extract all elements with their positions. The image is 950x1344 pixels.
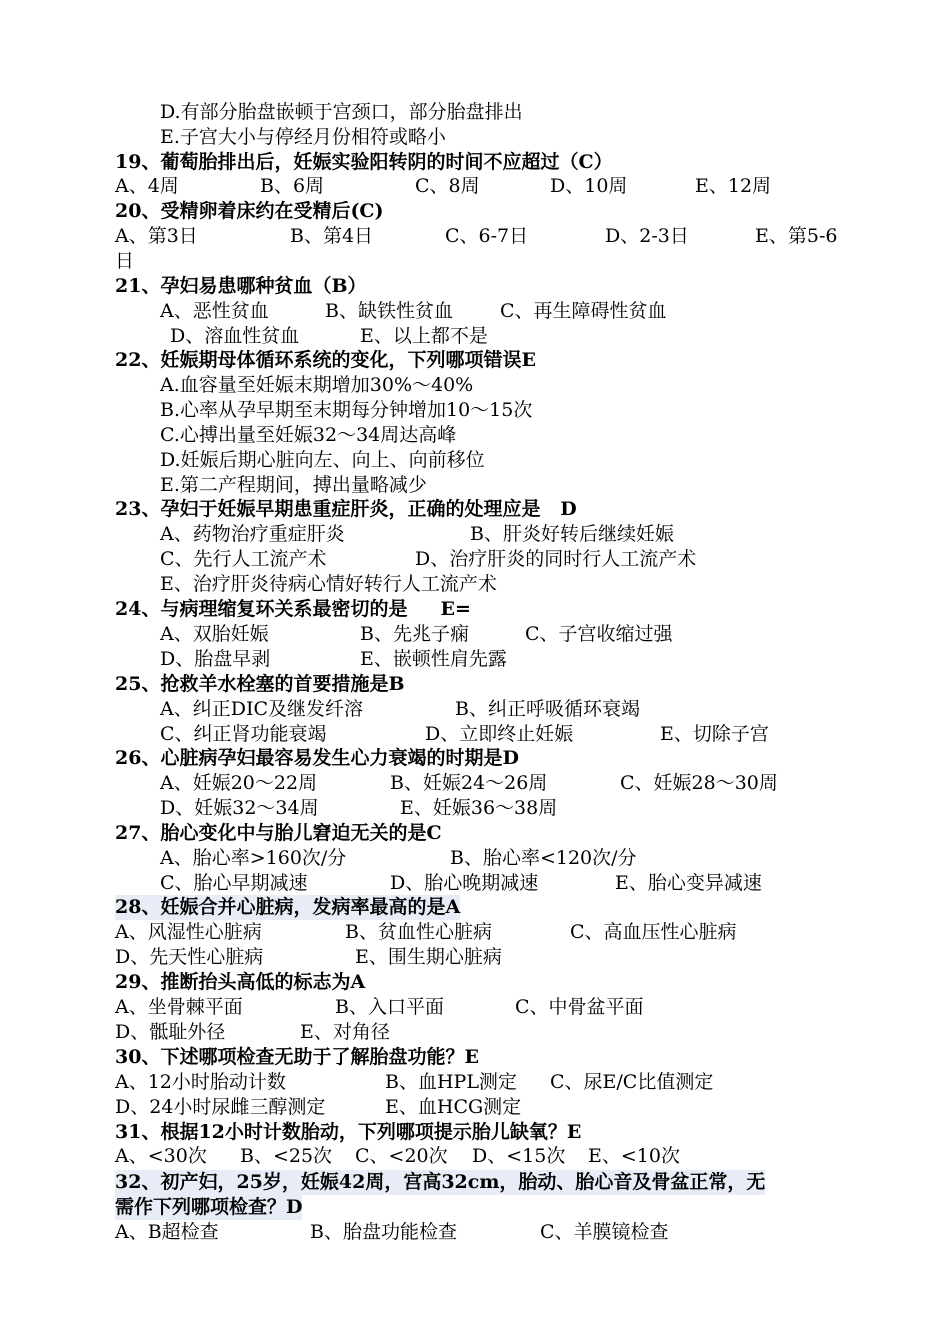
- answer-option: E、12周: [695, 175, 772, 197]
- text-line: E.子宫大小与停经月份相符或略小: [160, 126, 446, 148]
- answer-option: D、立即终止妊娠: [425, 723, 574, 745]
- answer-option: D、<15次: [472, 1145, 566, 1167]
- answer-option: C、尿E/C比值测定: [550, 1071, 714, 1093]
- answer-option: E、嵌顿性肩先露: [360, 648, 507, 670]
- answer-option: B、胎心率<120次/分: [450, 847, 637, 869]
- answer-option: D、骶耻外径: [115, 1021, 226, 1043]
- answer-option: E、对角径: [300, 1021, 390, 1043]
- answer-option: C、妊娠28～30周: [620, 772, 778, 794]
- answer-option: B、第4日: [290, 225, 374, 247]
- answer-option: E、血HCG测定: [385, 1096, 522, 1118]
- question-text: 22、妊娠期母体循环系统的变化，下列哪项错误E: [115, 349, 536, 371]
- answer-option: B、纠正呼吸循环衰竭: [455, 698, 640, 720]
- answer-option: A、第3日: [115, 225, 198, 247]
- answer-option: B、缺铁性贫血: [325, 300, 453, 322]
- answer-option: A、12小时胎动计数: [115, 1071, 286, 1093]
- answer-option: B、胎盘功能检查: [310, 1221, 457, 1243]
- answer-option: C、胎心早期减速: [160, 872, 308, 894]
- answer-option: C、子宫收缩过强: [525, 623, 673, 645]
- question-text: 30、下述哪项检查无助于了解胎盘功能？E: [115, 1046, 479, 1068]
- answer-option: D、妊娠32～34周: [160, 797, 319, 819]
- answer-option: A、妊娠20～22周: [160, 772, 318, 794]
- answer-option: B、先兆子痫: [360, 623, 469, 645]
- answer-option: C、再生障碍性贫血: [500, 300, 667, 322]
- answer-option: D、胎心晚期减速: [390, 872, 539, 894]
- answer-option: C、高血压性心脏病: [570, 921, 737, 943]
- answer-option: B、血HPL测定: [385, 1071, 517, 1093]
- question-text: 24、与病理缩复环关系最密切的是 E=: [115, 598, 471, 620]
- answer-option: E、以上都不是: [360, 325, 488, 347]
- text-line: E、治疗肝炎待病心情好转行人工流产术: [160, 573, 497, 595]
- answer-option: E、切除子宫: [660, 723, 769, 745]
- text-line: D.妊娠后期心脏向左、向上、向前移位: [160, 449, 485, 471]
- answer-option: D、治疗肝炎的同时行人工流产术: [415, 548, 697, 570]
- question-text: 20、受精卵着床约在受精后(C): [115, 200, 384, 222]
- answer-option: C、6-7日: [445, 225, 529, 247]
- question-text: 25、抢救羊水栓塞的首要措施是B: [115, 673, 405, 695]
- question-text: 28、妊娠合并心脏病，发病率最高的是A: [115, 896, 461, 918]
- text-line: D.有部分胎盘嵌顿于宫颈口，部分胎盘排出: [160, 101, 523, 123]
- answer-option: A、4周: [115, 175, 179, 197]
- text-line: A.血容量至妊娠末期增加30%～40%: [160, 374, 474, 396]
- answer-option: C、纠正肾功能衰竭: [160, 723, 327, 745]
- answer-option: A、双胎妊娠: [160, 623, 269, 645]
- answer-option: C、羊膜镜检查: [540, 1221, 669, 1243]
- answer-option: E、<10次: [588, 1145, 680, 1167]
- question-text: 27、胎心变化中与胎儿窘迫无关的是C: [115, 822, 442, 844]
- answer-option: E、妊娠36～38周: [400, 797, 558, 819]
- answer-option: C、中骨盆平面: [515, 996, 644, 1018]
- question-text: 19、葡萄胎排出后，妊娠实验阳转阴的时间不应超过（C）: [115, 151, 613, 173]
- answer-option: C、<20次: [355, 1145, 448, 1167]
- question-text: 31、根据12小时计数胎动，下列哪项提示胎儿缺氧？E: [115, 1121, 582, 1143]
- answer-option: A、B超检查: [115, 1221, 219, 1243]
- answer-option: A、风湿性心脏病: [115, 921, 262, 943]
- answer-option: A、恶性贫血: [160, 300, 269, 322]
- answer-option: A、药物治疗重症肝炎: [160, 523, 345, 545]
- answer-option: E、第5-6: [755, 225, 838, 247]
- answer-option: E、围生期心脏病: [355, 946, 502, 968]
- question-text: 32、初产妇，25岁，妊娠42周，宫高32cm，胎动、胎心音及骨盆正常，无: [115, 1171, 766, 1193]
- answer-option: B、贫血性心脏病: [345, 921, 492, 943]
- text-line: C.心搏出量至妊娠32～34周达高峰: [160, 424, 457, 446]
- answer-option: E、胎心变异减速: [615, 872, 762, 894]
- answer-option: B、6周: [260, 175, 325, 197]
- answer-option: A、<30次: [115, 1145, 207, 1167]
- answer-option: D、先天性心脏病: [115, 946, 264, 968]
- question-text: 需作下列哪项检查？D: [115, 1196, 303, 1218]
- text-line: 日: [115, 250, 135, 272]
- answer-option: B、入口平面: [335, 996, 444, 1018]
- answer-option: C、先行人工流产术: [160, 548, 327, 570]
- answer-option: D、10周: [550, 175, 628, 197]
- answer-option: B、<25次: [240, 1145, 333, 1167]
- answer-option: B、妊娠24～26周: [390, 772, 548, 794]
- answer-option: D、胎盘早剥: [160, 648, 271, 670]
- question-text: 21、孕妇易患哪种贫血（B）: [115, 275, 367, 297]
- question-text: 29、推断抬头高低的标志为A: [115, 971, 366, 993]
- answer-option: A、坐骨棘平面: [115, 996, 243, 1018]
- text-line: E.第二产程期间，搏出量略减少: [160, 474, 427, 496]
- answer-option: D、2-3日: [605, 225, 689, 247]
- answer-option: A、胎心率>160次/分: [160, 847, 347, 869]
- answer-option: C、8周: [415, 175, 480, 197]
- answer-option: D、溶血性贫血: [170, 325, 300, 347]
- answer-option: B、肝炎好转后继续妊娠: [470, 523, 674, 545]
- question-text: 23、孕妇于妊娠早期患重症肝炎，正确的处理应是 D: [115, 498, 577, 520]
- question-text: 26、心脏病孕妇最容易发生心力衰竭的时期是D: [115, 747, 519, 769]
- answer-option: D、24小时尿雌三醇测定: [115, 1096, 326, 1118]
- text-line: B.心率从孕早期至末期每分钟增加10～15次: [160, 399, 533, 421]
- answer-option: A、纠正DIC及继发纤溶: [160, 698, 363, 720]
